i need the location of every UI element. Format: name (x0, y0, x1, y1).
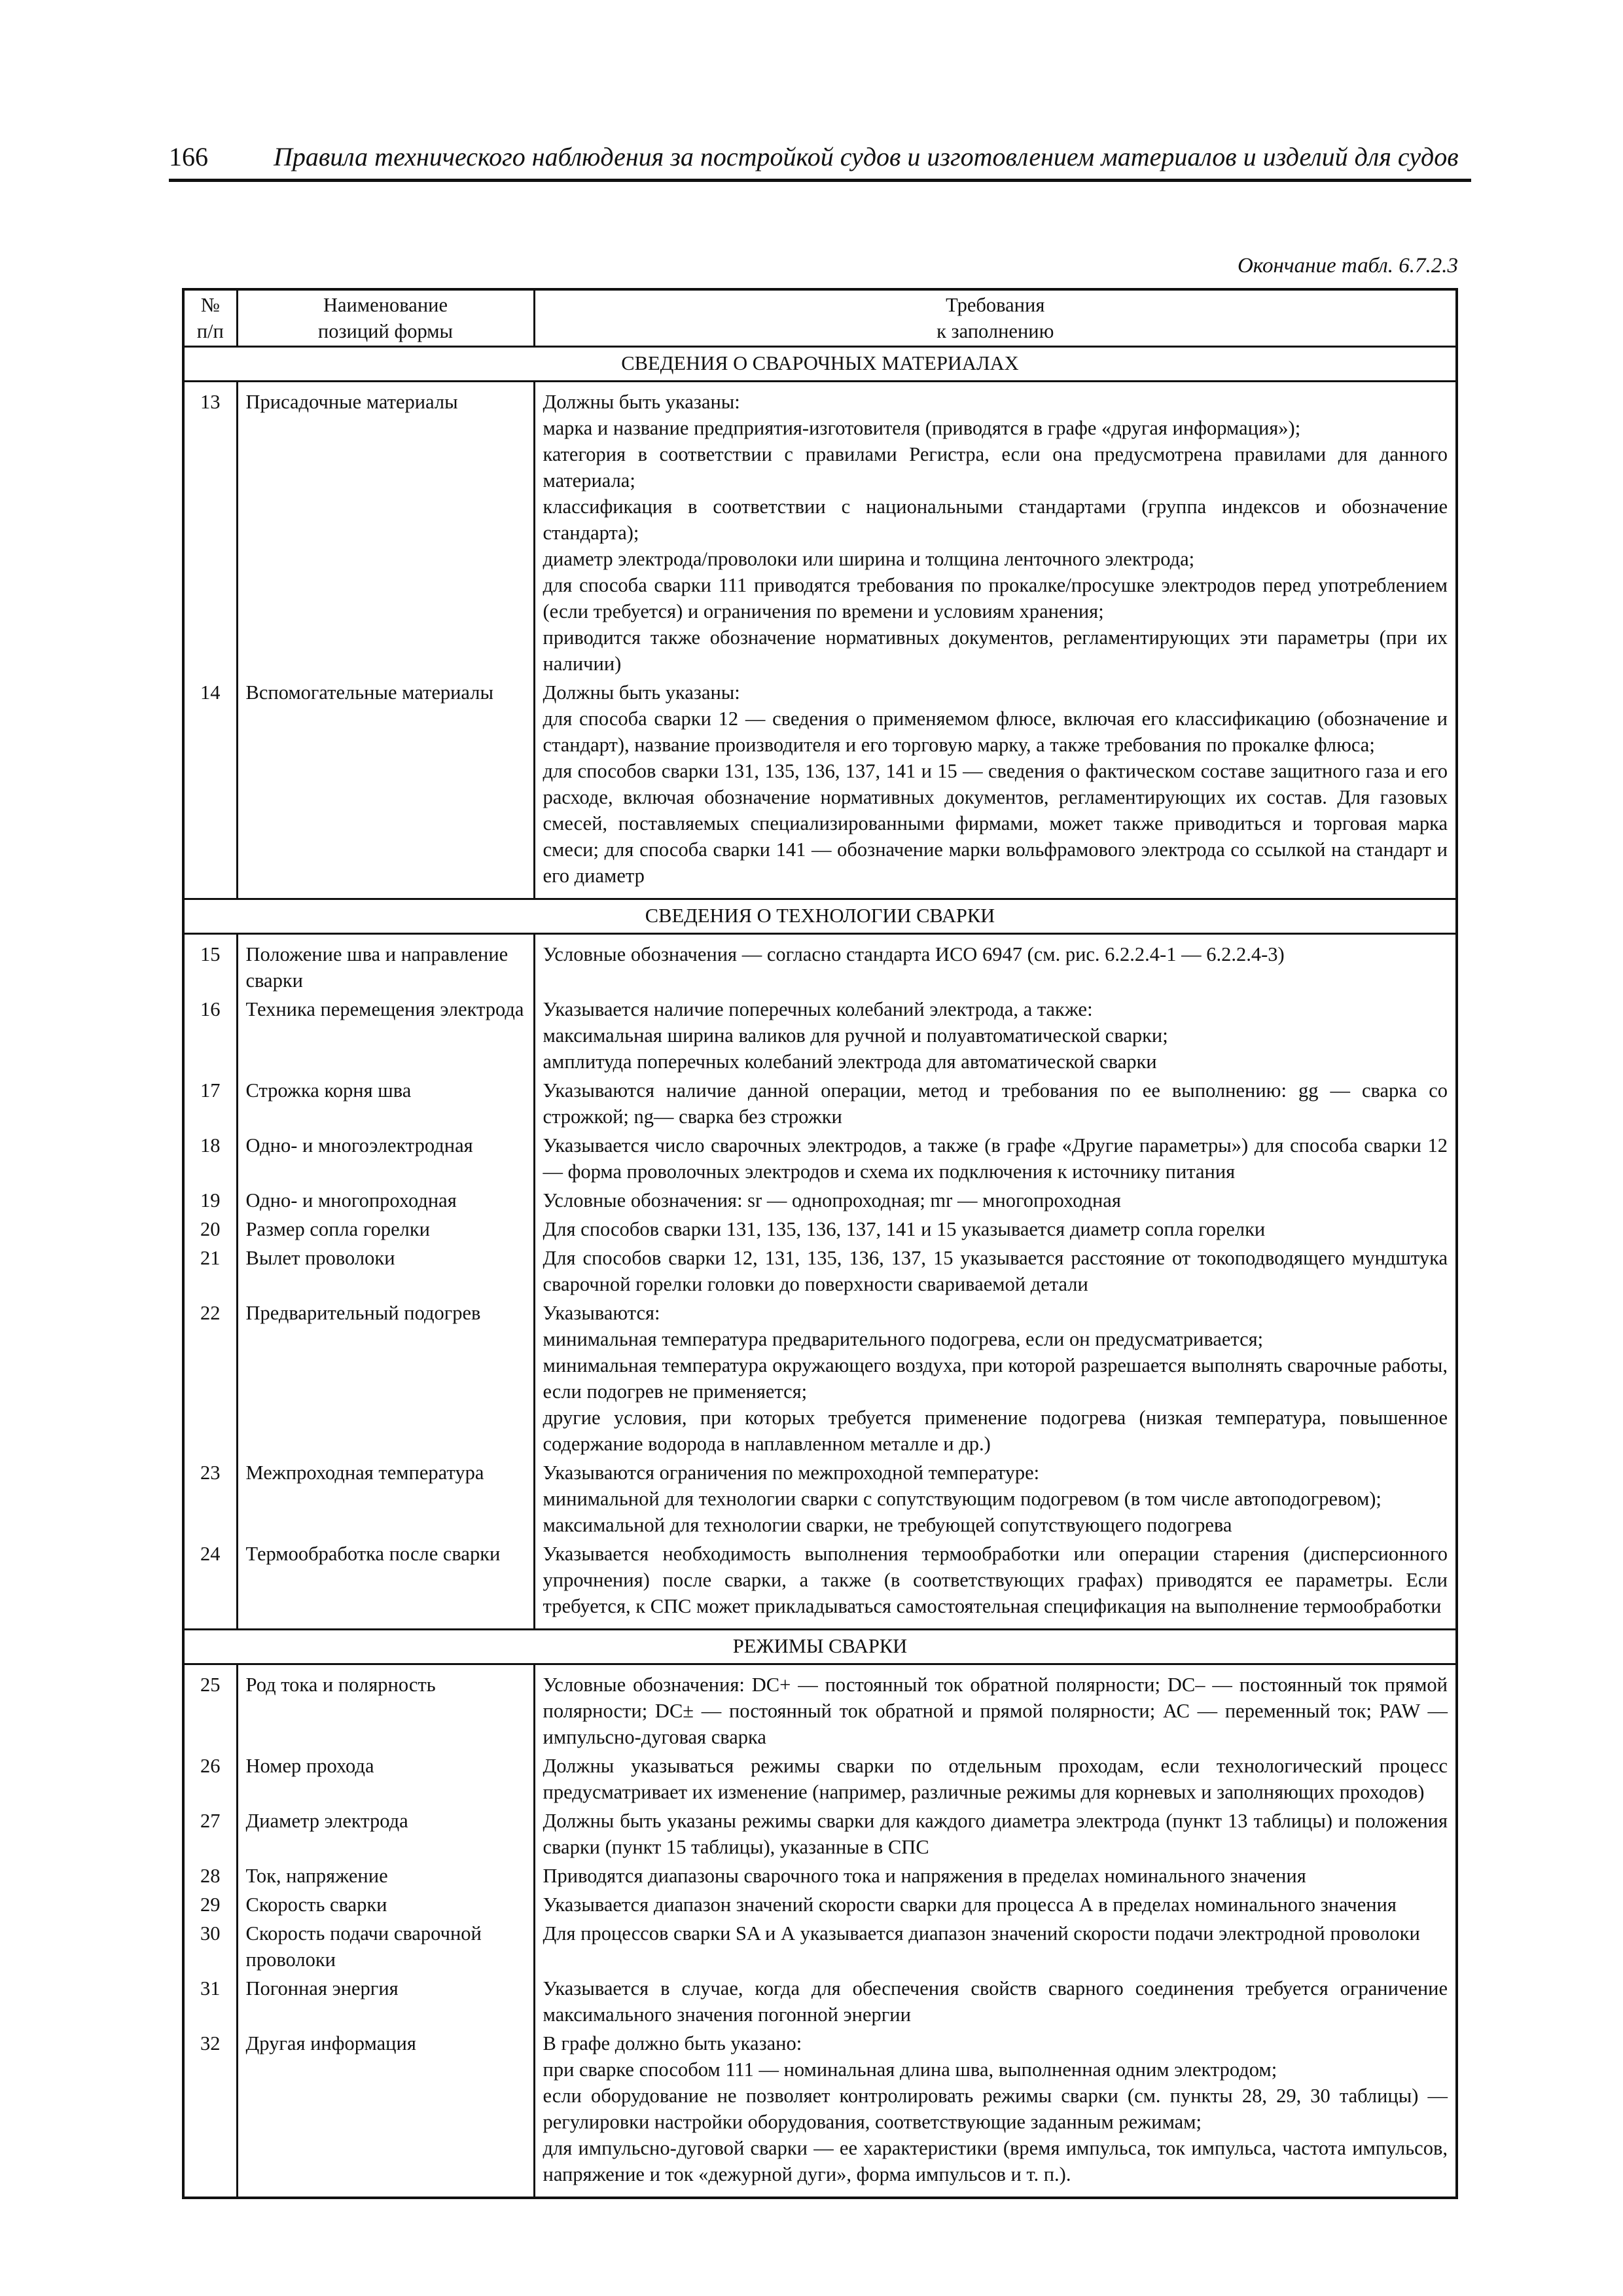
requirement-line: Указывается необходимость выполнения термообработки или операции старения (дисперсионного упрочнения) после сварки, а также (в соответствующих графах) приводятся ее параметры. Если требуется, к СПС может прикладываться самостоятельная спецификация на выполнение термообработки (543, 1543, 1448, 1617)
requirement-line: минимальная температура окружающего воздуха, при которой разрешается выполнять сварочные работы, если подогрев не применяется; (543, 1354, 1448, 1403)
requirement-line: Условные обозначения: DC+ — постоянный ток обратной полярности; DC– — постоянный ток прямой полярности; DC± — постоянный ток обратной и прямой полярности; АС — переменный ток; PAW — импульсно-дуговая сварка (543, 1674, 1448, 1748)
requirement-line: максимальной для технологии сварки, не требующей сопутствующего подогрева (543, 1514, 1232, 1536)
table-row (183, 1664, 1457, 1752)
row-requirements (534, 382, 1457, 679)
row-requirements (534, 1244, 1457, 1299)
table-row (183, 1539, 1457, 1630)
col-requirements-line-1: Требования (946, 294, 1045, 316)
col-name-header (237, 289, 534, 347)
requirement-line: Указываются: (543, 1302, 660, 1324)
row-item-name: Термообработка после сварки (237, 1539, 534, 1630)
row-number: 26 (183, 1751, 237, 1806)
requirement-line: для способа сварки 111 приводятся требования по прокалке/просушке электродов перед употреблением (если требуется) и ограничения по времени и условиям хранения; (543, 574, 1448, 622)
row-item-name: Другая информация (237, 2029, 534, 2198)
row-number: 32 (183, 2029, 237, 2198)
row-item-name: Диаметр электрода (237, 1806, 534, 1861)
col-name-line-1: Наименование (323, 294, 448, 316)
col-number-line-1: № (200, 294, 220, 316)
table-caption: Окончание табл. 6.7.2.3 (1237, 254, 1458, 278)
table-row (183, 1215, 1457, 1244)
table-body (183, 347, 1457, 2198)
table-head (183, 289, 1457, 347)
requirement-line: марка и название предприятия-изготовителя (приводятся в графе «другая информация»); (543, 417, 1301, 439)
requirement-line: максимальная ширина валиков для ручной и полуавтоматической сварки; (543, 1024, 1168, 1047)
row-number: 28 (183, 1861, 237, 1890)
col-number-line-2: п/п (196, 320, 224, 342)
col-number-header (183, 289, 237, 347)
row-requirements (534, 1299, 1457, 1458)
row-item-name: Межпроходная температура (237, 1458, 534, 1539)
row-requirements (534, 2029, 1457, 2198)
requirement-line: Для способов сварки 131, 135, 136, 137, 141 и 15 указывается диаметр сопла горелки (543, 1218, 1266, 1240)
row-item-name: Ток, напряжение (237, 1861, 534, 1890)
requirement-line: Указывается диапазон значений скорости сварки для процесса А в пределах номинального значения (543, 1893, 1397, 1916)
requirement-line: Должны быть указаны: (543, 391, 740, 413)
row-requirements (534, 1131, 1457, 1186)
table-row (183, 1244, 1457, 1299)
row-requirements (534, 1919, 1457, 1974)
row-item-name: Вспомогательные материалы (237, 678, 534, 899)
row-number: 25 (183, 1664, 237, 1752)
row-item-name: Присадочные материалы (237, 382, 534, 679)
requirement-line: если оборудование не позволяет контролировать режимы сварки (см. пункты 28, 29, 30 таблицы) — регулировки настройки оборудования, соответствующие заданным режимам; (543, 2085, 1448, 2133)
row-number: 30 (183, 1919, 237, 1974)
col-requirements-header (534, 289, 1457, 347)
requirement-line: для импульсно-дуговой сварки — ее характеристики (время импульса, ток импульса, частота импульсов, напряжение и ток «дежурной дуги», форма импульсов и т. п.). (543, 2137, 1448, 2185)
row-item-name: Строжка корня шва (237, 1076, 534, 1131)
table-row (183, 1186, 1457, 1215)
row-requirements (534, 1806, 1457, 1861)
table-row (183, 678, 1457, 899)
row-item-name: Вылет проволоки (237, 1244, 534, 1299)
page-number: 166 (169, 142, 208, 171)
section-title: РЕЖИМЫ СВАРКИ (183, 1630, 1457, 1664)
row-requirements (534, 934, 1457, 996)
section-header-row (183, 1630, 1457, 1664)
section-title: СВЕДЕНИЯ О СВАРОЧНЫХ МАТЕРИАЛАХ (183, 347, 1457, 382)
row-item-name: Номер прохода (237, 1751, 534, 1806)
requirement-line: классификация в соответствии с национальными стандартами (группа индексов и обозначение стандарта); (543, 495, 1448, 544)
requirement-line: Приводятся диапазоны сварочного тока и напряжения в пределах номинального значения (543, 1865, 1306, 1887)
requirement-line: Условные обозначения: sr — однопроходная; mr — многопроходная (543, 1189, 1121, 1211)
running-header (169, 136, 1471, 182)
table-row (183, 1299, 1457, 1458)
requirement-line: Должны быть указаны режимы сварки для каждого диаметра электрода (пункт 13 таблицы) и положения сварки (пункт 15 таблицы), указанные в СПС (543, 1810, 1448, 1858)
row-number: 13 (183, 382, 237, 679)
requirement-line: Для процессов сварки SA и А указывается диапазон значений скорости подачи электродной проволоки (543, 1922, 1420, 1945)
row-number: 24 (183, 1539, 237, 1630)
row-number: 21 (183, 1244, 237, 1299)
row-requirements (534, 1751, 1457, 1806)
requirement-line: Для способов сварки 12, 131, 135, 136, 137, 15 указывается расстояние от токоподводящего мундштука сварочной горелки головки до поверхности свариваемой детали (543, 1247, 1448, 1295)
row-item-name: Размер сопла горелки (237, 1215, 534, 1244)
section-header-row (183, 899, 1457, 934)
row-item-name: Одно- и многопроходная (237, 1186, 534, 1215)
row-number: 27 (183, 1806, 237, 1861)
row-item-name: Скорость подачи сварочной проволоки (237, 1919, 534, 1974)
row-requirements (534, 1215, 1457, 1244)
table-row (183, 1919, 1457, 1974)
requirements-table (182, 288, 1458, 2199)
row-number: 31 (183, 1974, 237, 2029)
row-number: 14 (183, 678, 237, 899)
requirement-line: Указываются ограничения по межпроходной температуре: (543, 1462, 1040, 1484)
requirement-line: Условные обозначения — согласно стандарта ИСО 6947 (см. рис. 6.2.2.4-1 — 6.2.2.4-3) (543, 943, 1285, 965)
row-requirements (534, 1186, 1457, 1215)
row-number: 18 (183, 1131, 237, 1186)
table-row (183, 995, 1457, 1076)
table-row (183, 1131, 1457, 1186)
requirement-line: Указывается в случае, когда для обеспечения свойств сварного соединения требуется ограничение максимального значения погонной энергии (543, 1977, 1448, 2026)
requirement-line: другие условия, при которых требуется применение подогрева (низкая температура, повышенное содержание водорода в наплавленном металле и др.) (543, 1407, 1448, 1455)
requirement-line: амплитуда поперечных колебаний электрода для автоматической сварки (543, 1050, 1157, 1073)
requirement-line: В графе должно быть указано: (543, 2032, 802, 2054)
table-row (183, 2029, 1457, 2198)
table-row (183, 1974, 1457, 2029)
table-row (183, 1751, 1457, 1806)
row-number: 23 (183, 1458, 237, 1539)
row-item-name: Положение шва и направление сварки (237, 934, 534, 996)
requirement-line: диаметр электрода/проволоки или ширина и толщина ленточного электрода; (543, 548, 1195, 570)
requirement-line: приводится также обозначение нормативных документов, регламентирующих эти параметры (при их наличии) (543, 626, 1448, 675)
requirement-line: Должны указываться режимы сварки по отдельным проходам, если технологический процесс предусматривает их изменение (например, различные режимы для корневых и заполняющих проходов) (543, 1755, 1448, 1803)
col-name-line-2: позиций формы (317, 320, 454, 342)
row-requirements (534, 1974, 1457, 2029)
row-requirements (534, 678, 1457, 899)
row-number: 29 (183, 1890, 237, 1919)
table-row (183, 1458, 1457, 1539)
requirement-line: Указывается наличие поперечных колебаний электрода, а также: (543, 998, 1093, 1020)
table-row (183, 1861, 1457, 1890)
section-title: СВЕДЕНИЯ О ТЕХНОЛОГИИ СВАРКИ (183, 899, 1457, 934)
row-item-name: Род тока и полярность (237, 1664, 534, 1752)
requirement-line: для способов сварки 131, 135, 136, 137, 141 и 15 — сведения о фактическом составе защитного газа и его расходе, включая обозначение нормативных документов, регламентирующих их состав. Для газовых смесей, поставляемых специализированными фирмами, может также приводиться и торговая марка смеси; для способа сварки 141 — обозначение марки вольфрамового электрода со ссылкой на стандарт и его диаметр (543, 760, 1448, 887)
row-number: 20 (183, 1215, 237, 1244)
requirement-line: Должны быть указаны: (543, 681, 740, 704)
requirement-line: Указываются наличие данной операции, метод и требования по ее выполнению: gg — сварка со строжкой; ng— сварка без строжки (543, 1079, 1448, 1128)
row-item-name: Техника перемещения электрода (237, 995, 534, 1076)
table-row (183, 1806, 1457, 1861)
row-item-name: Предварительный подогрев (237, 1299, 534, 1458)
row-item-name: Одно- и многоэлектродная (237, 1131, 534, 1186)
row-number: 19 (183, 1186, 237, 1215)
row-requirements (534, 995, 1457, 1076)
requirement-line: для способа сварки 12 — сведения о применяемом флюсе, включая его классификацию (обозначение и стандарт), название производителя и его торговую марку, а также требования по прокалке флюса; (543, 708, 1448, 756)
row-number: 22 (183, 1299, 237, 1458)
requirement-line: минимальная температура предварительного подогрева, если он предусматривается; (543, 1328, 1264, 1350)
row-number: 17 (183, 1076, 237, 1131)
row-number: 16 (183, 995, 237, 1076)
requirement-line: при сварке способом 111 — номинальная длина шва, выполненная одним электродом; (543, 2058, 1277, 2081)
row-requirements (534, 1458, 1457, 1539)
table-row (183, 1076, 1457, 1131)
row-requirements (534, 1890, 1457, 1919)
table-row (183, 1890, 1457, 1919)
row-requirements (534, 1076, 1457, 1131)
row-requirements (534, 1539, 1457, 1630)
table-row (183, 934, 1457, 996)
row-number: 15 (183, 934, 237, 996)
requirement-line: минимальной для технологии сварки с сопутствующим подогревом (в том числе автоподогревом); (543, 1488, 1382, 1510)
table-row (183, 382, 1457, 679)
section-header-row (183, 347, 1457, 382)
requirement-line: категория в соответствии с правилами Регистра, если она предусмотрена правилами для данного материала; (543, 443, 1448, 492)
header-row (183, 289, 1457, 347)
row-requirements (534, 1861, 1457, 1890)
running-title: Правила технического наблюдения за постройкой судов и изготовлением материалов и изделий для судов (274, 142, 1459, 171)
row-requirements (534, 1664, 1457, 1752)
requirement-line: Указывается число сварочных электродов, а также (в графе «Другие параметры») для способа сварки 12 — форма проволочных электродов и схема их подключения к источнику питания (543, 1134, 1448, 1183)
col-requirements-line-2: к заполнению (936, 320, 1054, 342)
row-item-name: Погонная энергия (237, 1974, 534, 2029)
row-item-name: Скорость сварки (237, 1890, 534, 1919)
